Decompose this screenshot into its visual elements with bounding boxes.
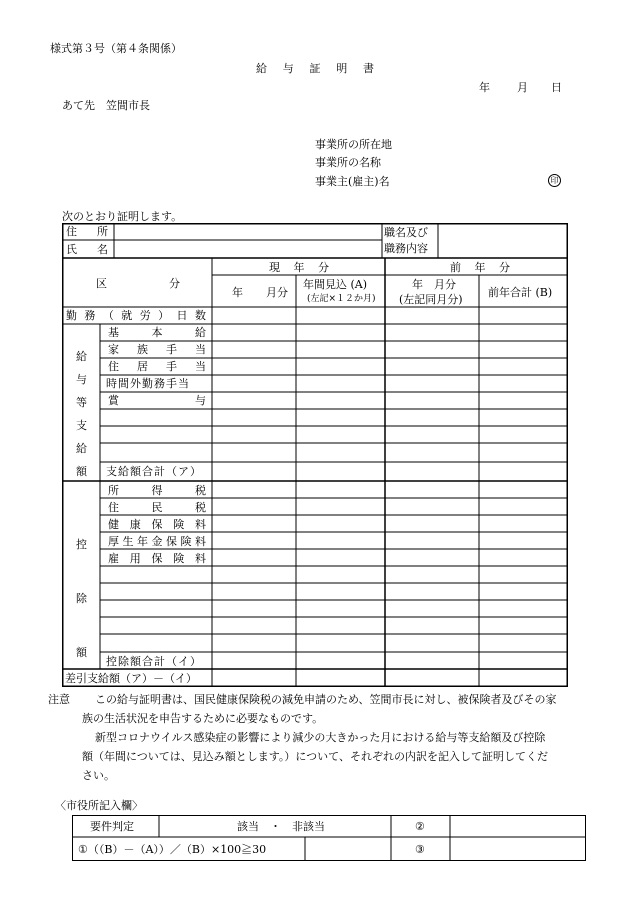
employer-name-label: 事業所の名称 [315,156,381,169]
notes-line-5: さい。 [82,769,115,782]
date-year: 年 [479,81,490,94]
deduct-item-pension: 厚 生 年 金 保 険 料 [108,535,206,548]
formula-text: ①（（B）－（A））／（B）×100≧30 [78,843,267,856]
deduct-item-employment-insurance: 雇 用 保 険 料 [108,552,206,565]
annual-estimate-sub: (左記×１２か月) [307,294,376,304]
address-label: 住 所 [66,225,108,238]
document-title: 給 与 証 明 書 [256,62,374,75]
addressee: あて先 笠間市長 [62,99,150,112]
annual-estimate-header: 年間見込 (A) [303,278,368,291]
prev-total-header: 前年合計 (B) [488,286,553,299]
mark-3: ③ [415,843,425,856]
deduct-item-health-insurance: 健 康 保 険 料 [108,518,206,531]
intro-text: 次のとおり証明します。 [62,210,183,223]
city-office-table [72,815,586,861]
notes-line-2: 族の生活状況を申告するために必要なものです。 [82,712,324,725]
pay-total-label: 支給額合計（ア） [106,465,202,478]
notes-line-1: この給与証明書は、国民健康保険税の減免申請のため、笠間市長に対し、被保険者及びその家 [95,693,557,706]
deduct-group-label: 控 除 額 [76,538,87,659]
notes-label: 注意 [48,693,70,706]
job-label-2: 職務内容 [384,242,428,255]
category-label: 区 分 [96,277,180,290]
pay-group-label: 給 与 等 支 給 額 [76,350,87,478]
date-day: 日 [551,81,562,94]
employer-location-label: 事業所の所在地 [315,138,392,151]
city-section-label: 〈市役所記入欄〉 [55,799,143,812]
notes-line-4: 額（年間については、見込み額とします。）について、それぞれの内訳を記入して証明してくだ [82,750,548,763]
pay-item-bonus: 賞 与 [108,394,206,407]
deduct-item-income-tax: 所 得 税 [108,484,206,497]
pay-item-overtime: 時間外勤務手当 [106,377,190,390]
deduct-item-resident-tax: 住 民 税 [108,501,206,514]
pay-item-housing: 住 居 手 当 [108,360,206,373]
prev-month-header: 年 月分 [412,278,456,291]
salary-certificate-table [62,223,568,687]
job-label-1: 職名及び [384,226,428,239]
net-total-label: 差引支給額（ア）－（イ） [65,672,197,685]
pay-item-basic: 基 本 給 [108,326,206,339]
notes-line-3: 新型コロナウイルス感染症の影響により減少の大きかった月における給与等支給額及び控除 [95,731,546,744]
seal-mark: 印 [548,174,561,187]
name-label: 氏 名 [66,243,108,256]
mark-2: ② [415,820,425,833]
form-number: 様式第３号（第４条関係） [50,42,182,55]
prev-month-sub: (左記同月分) [399,293,463,306]
deduct-total-label: 控除額合計（イ） [106,655,202,668]
employer-owner-label: 事業主(雇主)名 [315,175,390,188]
work-days-label: 勤 務 （ 就 労 ） 日 数 [66,309,206,322]
date-month: 月 [517,81,528,94]
pay-item-family: 家 族 手 当 [108,343,206,356]
applicable-choice: 該当 ・ 非該当 [237,820,325,833]
requirement-label: 要件判定 [90,820,134,833]
current-month-header: 年 月分 [232,286,288,299]
prev-year-header: 前 年 分 [450,261,510,274]
current-year-header: 現 年 分 [269,261,329,274]
